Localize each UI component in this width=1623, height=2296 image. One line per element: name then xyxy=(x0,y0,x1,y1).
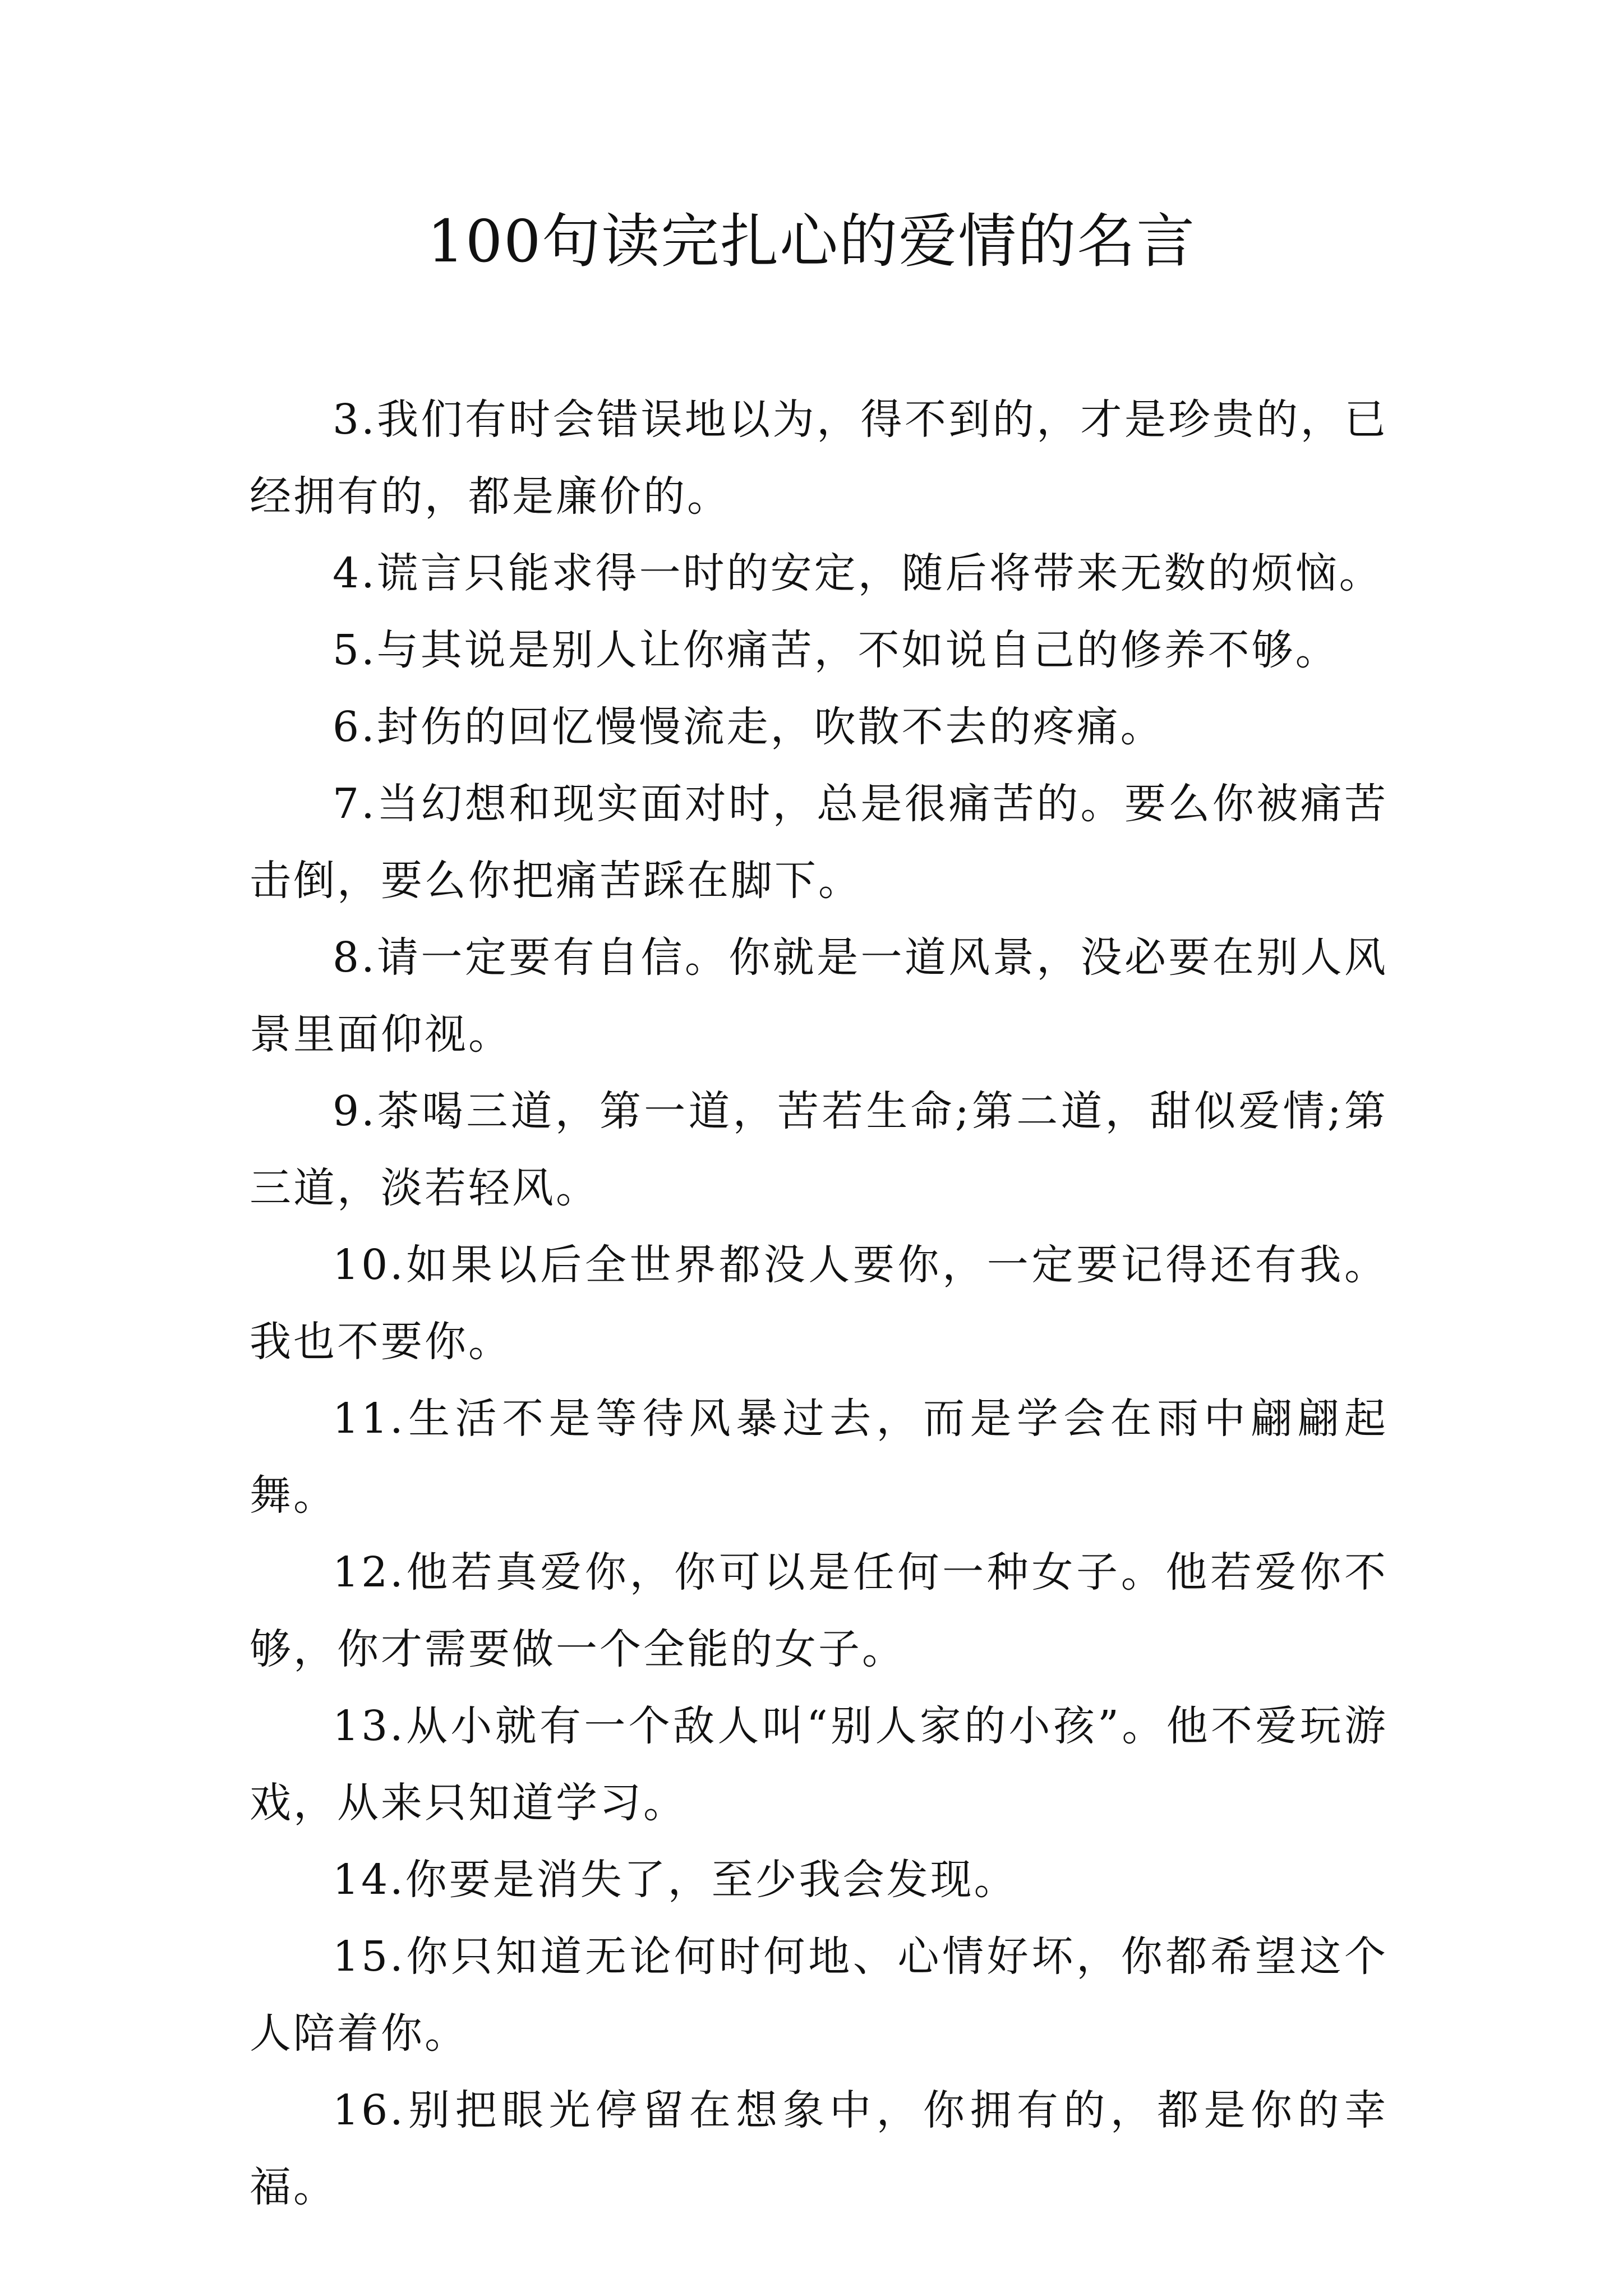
paragraph: 6.封伤的回忆慢慢流走，吹散不去的疼痛。 xyxy=(333,703,1164,751)
paragraph: 9.茶喝三道，第一道，苦若生命;第二道，甜似爱情;第三道，淡若轻风。 xyxy=(250,1087,1388,1212)
paragraph: 12.他若真爱你，你可以是任何一种女子。他若爱你不够，你才需要做一个全能的女子。 xyxy=(250,1548,1388,1673)
page-title: 100句读完扎心的爱情的名言 xyxy=(427,207,1196,275)
paragraph: 15.你只知道无论何时何地、心情好坏，你都希望这个人陪着你。 xyxy=(250,1932,1388,2058)
paragraph: 8.请一定要有自信。你就是一道风景，没必要在别人风景里面仰视。 xyxy=(250,933,1388,1059)
paragraph: 14.你要是消失了，至少我会发现。 xyxy=(333,1856,1018,1904)
paragraph: 16.别把眼光停留在想象中，你拥有的，都是你的幸福。 xyxy=(250,2086,1388,2211)
document-body xyxy=(250,381,1388,2226)
paragraph: 10.如果以后全世界都没人要你，一定要记得还有我。我也不要你。 xyxy=(250,1241,1388,1366)
paragraph: 7.当幻想和现实面对时，总是很痛苦的。要么你被痛苦击倒，要么你把痛苦踩在脚下。 xyxy=(250,780,1388,905)
paragraph: 11.生活不是等待风暴过去，而是学会在雨中翩翩起舞。 xyxy=(250,1395,1388,1520)
paragraph: 13.从小就有一个敌人叫“别人家的小孩”。他不爱玩游戏，从来只知道学习。 xyxy=(250,1702,1388,1827)
paragraph: 3.我们有时会错误地以为，得不到的，才是珍贵的，已经拥有的，都是廉价的。 xyxy=(250,395,1388,521)
paragraph: 4.谎言只能求得一时的安定，随后将带来无数的烦恼。 xyxy=(333,549,1383,597)
paragraph: 5.与其说是别人让你痛苦，不如说自己的修养不够。 xyxy=(333,626,1339,674)
